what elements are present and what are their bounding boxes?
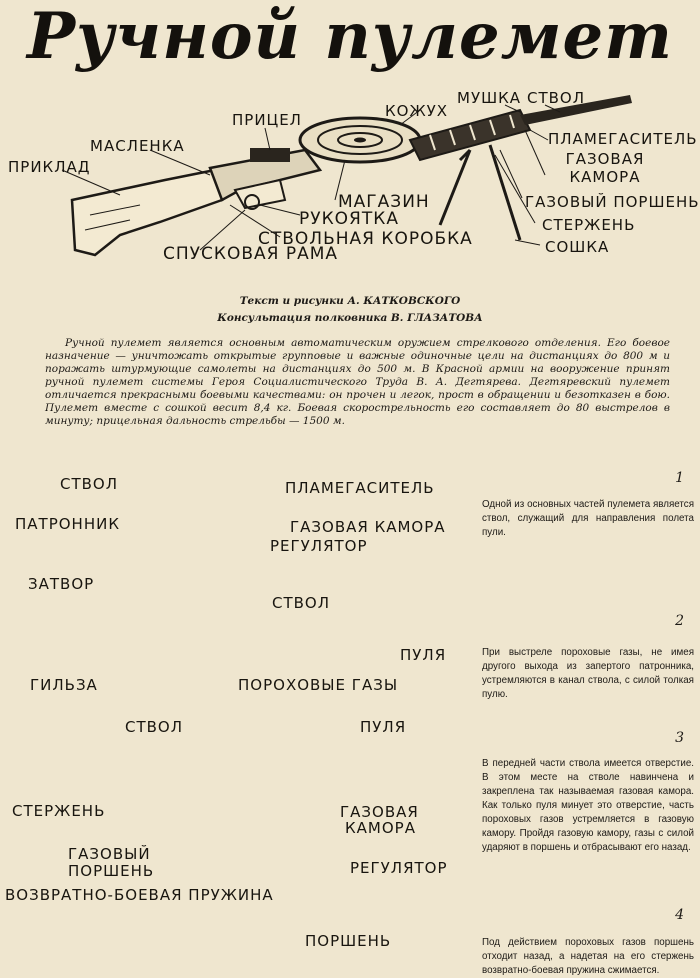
s1-label-gas-chamber: ГАЗОВАЯ КАМОРА bbox=[290, 518, 446, 536]
label-rod: СТЕРЖЕНЬ bbox=[542, 216, 636, 234]
label-gas-piston: ГАЗОВЫЙ ПОРШЕНЬ bbox=[525, 193, 700, 211]
label-magazine: МАГАЗИН bbox=[338, 192, 430, 212]
credits-consultant: Консультация полковника В. ГЛАЗАТОВА bbox=[217, 312, 483, 324]
s1-label-flash-hider: ПЛАМЕГАСИТЕЛЬ bbox=[285, 479, 435, 497]
label-oiler: МАСЛЕНКА bbox=[90, 137, 185, 155]
section-3-number: 3 bbox=[675, 730, 684, 746]
s1-label-regulator: РЕГУЛЯТОР bbox=[270, 537, 368, 555]
page-title: Ручной пулемет bbox=[27, 0, 673, 74]
label-receiver: СТВОЛЬНАЯ КОРОБКА bbox=[258, 229, 473, 249]
s2-label-bolt: ЗАТВОР bbox=[28, 575, 95, 593]
section-4-number: 4 bbox=[675, 907, 684, 923]
s3-label-gas-chamber-1: ГАЗОВАЯ bbox=[340, 803, 419, 821]
s3-label-gas-chamber-2: КАМОРА bbox=[345, 819, 416, 837]
label-barrel: СТВОЛ bbox=[527, 89, 586, 107]
label-trigger-frame: СПУСКОВАЯ РАМА bbox=[163, 244, 339, 264]
s2-label-bullet: ПУЛЯ bbox=[400, 646, 447, 664]
label-shroud: КОЖУХ bbox=[385, 102, 449, 120]
s4-label-spring: ВОЗВРАТНО-БОЕВАЯ ПРУЖИНА bbox=[5, 886, 274, 904]
s2-label-barrel: СТВОЛ bbox=[272, 594, 331, 612]
label-bipod: СОШКА bbox=[545, 238, 610, 256]
section-3-text: В передней части ствола имеется отверстие. В этом месте на стволе навинчена и закреплена так называемая газовая камора. Как только пуля минует это отверстие, часть пороховых газов устремляется в газовую камору. Пройдя газовую камору, газы с силой ударяют в поршень и отбрасывают его назад. bbox=[482, 758, 694, 853]
s1-label-barrel: СТВОЛ bbox=[60, 475, 119, 493]
s3-label-bullet: ПУЛЯ bbox=[360, 718, 407, 736]
s3-label-gas-piston-2: ПОРШЕНЬ bbox=[68, 862, 155, 880]
label-handle: РУКОЯТКА bbox=[299, 209, 399, 229]
s2-label-casing: ГИЛЬЗА bbox=[30, 676, 98, 694]
credits-author: Текст и рисунки А. КАТКОВСКОГО bbox=[239, 295, 461, 307]
label-sight: ПРИЦЕЛ bbox=[232, 111, 302, 129]
intro-paragraph: Ручной пулемет является основным автоматическим оружием стрелкового отделения. Его боевое назначение — уничтожать открытые групповые и важные одиночные цели на дистанциях до 800 м и поражать штурмующие самолеты на дистанциях до 500 м. В Красной армии на вооружение принят ручной пулемет системы Героя Социалистического Труда В. А. Дегтярева. Дегтяревский пулемет отличается прекрасными боевыми качествами: он прочен и легок, прост в обращении и безотказен в бою. Пулемет вместе с сошкой весит 8,4 кг. Боевая скорострельность его составляет до 80 выстрелов в минуту; прицельная дальность стрельбы — 1500 м. bbox=[45, 337, 670, 427]
section-1-text: Одной из основных частей пулемета является ствол, служащий для направления полета пули. bbox=[482, 499, 694, 538]
section-4-text: Под действием пороховых газов поршень отходит назад, а надетая на его стержень возвратно-боевая пружина сжимается. bbox=[482, 937, 694, 976]
s3-label-rod: СТЕРЖЕНЬ bbox=[12, 802, 106, 820]
label-gas-chamber: ГАЗОВАЯ КАМОРА bbox=[565, 150, 645, 186]
s1-label-chamber: ПАТРОННИК bbox=[15, 515, 120, 533]
s2-label-powder-gases: ПОРОХОВЫЕ ГАЗЫ bbox=[238, 676, 399, 694]
section-2-text: При выстреле пороховые газы, не имея другого выхода из запертого патронника, устремляются в канал ствола, с силой толкая пулю. bbox=[482, 647, 694, 700]
section-1-number: 1 bbox=[675, 470, 684, 486]
s3-label-gas-piston-1: ГАЗОВЫЙ bbox=[68, 845, 151, 863]
section-2-number: 2 bbox=[675, 613, 684, 629]
s4-label-piston: ПОРШЕНЬ bbox=[305, 932, 392, 950]
s3-label-barrel: СТВОЛ bbox=[125, 718, 184, 736]
s3-label-regulator: РЕГУЛЯТОР bbox=[350, 859, 448, 877]
label-front-sight: МУШКА bbox=[457, 89, 522, 107]
label-flash-hider: ПЛАМЕГАСИТЕЛЬ bbox=[548, 130, 698, 148]
label-stock: ПРИКЛАД bbox=[8, 158, 91, 176]
